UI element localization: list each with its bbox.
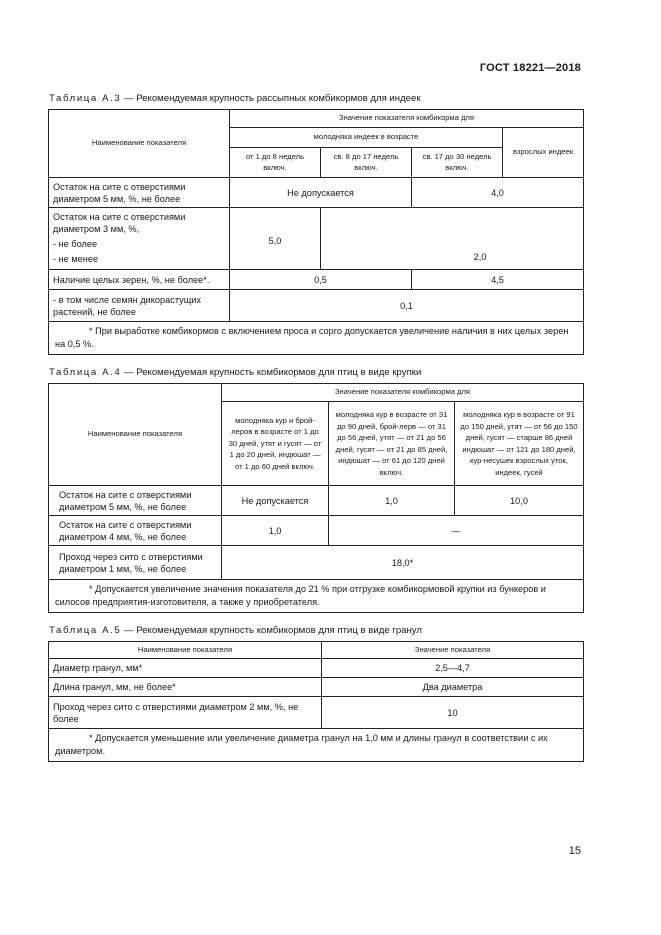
a4-col-1: молодняка кур и брой-леров в возрасте от 1 до 30 дней, утят и гусят — от 1 до 20 дней, индюшат — от 1 до 60 дней включ. (222, 402, 329, 486)
table-a5-label: Таблица А.5 (49, 625, 122, 636)
table-a4-label: Таблица А.4 (49, 367, 122, 378)
a4-r3-v1: 18,0* (222, 546, 584, 580)
a5-note-text: * Допускается уменьшение или увеличение диаметра гранул на 1,0 мм и длины гранул в соответствии с их диаметром. (55, 733, 548, 756)
a3-r2-sub1: - не более (53, 239, 98, 249)
a3-note (49, 322, 584, 355)
a5-r3-name: Проход через сито с отверстиями диаметром 2 мм, %, не более (49, 697, 322, 729)
a3-note-text: * При выработке комбикормов с включением проса и сорго допускается увеличение наличия в них целых зерен на 0,5 %. (55, 326, 569, 349)
a4-r2-v2: — (329, 516, 584, 546)
a4-r1-v1: Не допускается (222, 486, 329, 516)
a5-r2-v: Два диаметра (322, 678, 584, 697)
a4-r2-name: Остаток на сите с отверстиями диаметром 4 мм, %, не более (49, 516, 222, 546)
a3-r2-v1: 5,0 (230, 208, 321, 270)
a3-col-adult: взрослых индеек (503, 128, 584, 178)
table-a4-caption (49, 367, 421, 378)
a3-col-age2: св. 8 до 17 недель включ. (321, 148, 412, 178)
table-a5 (48, 641, 584, 762)
a4-note (49, 580, 584, 613)
table-a3-label: Таблица А.3 (49, 93, 122, 104)
a4-note-text: * Допускается увеличение значения показателя до 21 % при отгрузке комбикормовой крупки из бункеров и силосов предприятия-изготовителя, а также у приобретателя. (55, 584, 546, 607)
table-a4 (48, 383, 584, 613)
a4-col-name: Наименование показателя (49, 384, 222, 486)
table-a5-title: — Рекомендуемая крупность комбикормов для птиц в виде гранул (121, 625, 422, 636)
a5-note (49, 729, 584, 762)
a3-col-age1: от 1 до 8 недель включ. (230, 148, 321, 178)
a3-r2-name-cell (49, 208, 230, 270)
page-number: 15 (568, 845, 581, 857)
a3-col-age3: св. 17 до 30 недель включ. (412, 148, 503, 178)
table-a3-title: — Рекомендуемая крупность рассыпных комбикормов для индеек (121, 93, 421, 104)
a3-col-young-group: молодняка индеек в возрасте (230, 128, 503, 148)
a4-r1-v3: 10,0 (455, 486, 584, 516)
a5-col-name: Наименование показателя (49, 642, 322, 659)
document-id: ГОСТ 18221—2018 (479, 62, 581, 74)
a4-r1-v2: 1,0 (329, 486, 455, 516)
a5-r1-v: 2,5—4,7 (322, 659, 584, 678)
a3-r3-v2: 4,5 (412, 270, 584, 290)
a3-r1-v1: Не допускается (230, 178, 412, 208)
a3-r2-v2: 2,0 (321, 208, 584, 270)
a4-r1-name: Остаток на сите с отверстиями диаметром 5 мм, %, не более (49, 486, 222, 516)
a3-r4-v1: 0,1 (230, 290, 584, 322)
table-a4-title: — Рекомендуемая крупность комбикормов для птиц в виде крупки (121, 367, 422, 378)
a4-r3-name: Проход через сито с отверстиями диаметром 1 мм, %, не более (49, 546, 222, 580)
a5-r3-v: 10 (322, 697, 584, 729)
a3-col-value-group: Значение показателя комбикорма для (230, 110, 584, 128)
a5-r2-name: Длина гранул, мм, не более* (49, 678, 322, 697)
a4-col-3: молодняка кур в возрасте от 91 до 150 дней, утят — от 56 до 150 дней, гусят — старше 86 дней индюшат — от 121 до 180 дней, кур-несушек взрослых уток, индеек, гусей (455, 402, 584, 486)
a3-r2-name: Остаток на сите с отверстиями диаметром 3 мм, %, (53, 212, 186, 234)
a3-r3-name: Наличие целых зерен, %, не более*. (49, 270, 230, 290)
a3-r1-v2: 4,0 (412, 178, 584, 208)
a3-col-name: Наименование показателя (49, 110, 230, 178)
a3-r3-v1: 0,5 (230, 270, 412, 290)
a3-r4-name: - в том числе семян дикорастущих растений, не более (49, 290, 230, 322)
a4-r2-v1: 1,0 (222, 516, 329, 546)
table-a3 (48, 109, 584, 355)
table-a3-caption (49, 93, 421, 104)
a3-r1-name: Остаток на сите с отверстиями диаметром 5 мм, %, не более (49, 178, 230, 208)
a5-r1-name: Диаметр гранул, мм* (49, 659, 322, 678)
a4-col-2: молодняка кур в возрасте от 31 до 90 дней, брой-лерв — от 31 до 56 дней, утят — от 21 до 56 дней, гусят — от 21 до 85 дней, индюшат — от 61 до 120 дней включ. (329, 402, 455, 486)
a4-col-value-group: Значение показателя комбикорма для (222, 384, 584, 402)
a3-r2-sub2: - не менее (53, 254, 99, 264)
table-a5-caption (49, 625, 422, 636)
a5-col-value: Значение показателя (322, 642, 584, 659)
